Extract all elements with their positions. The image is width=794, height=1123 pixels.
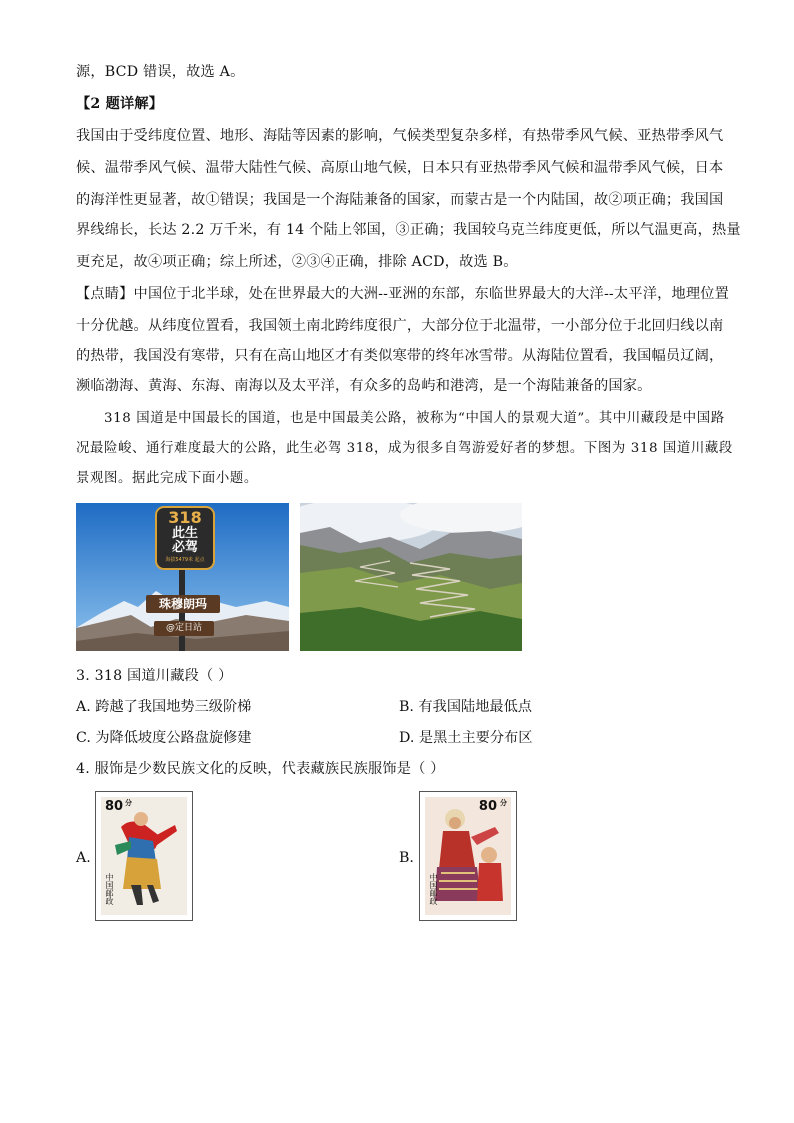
sign-slogan-top: 此生 (171, 526, 198, 541)
stamp-b-country: 中国邮政 (429, 873, 438, 905)
sign-small-text: 海拔5479米 起点 (165, 557, 205, 563)
stamp-b-unit: 分 (500, 799, 507, 807)
q3-option-a[interactable]: A. 跨越了我国地势三级阶梯 (76, 699, 252, 715)
text-line-7: 更充足，故④项正确；综上所述，②③④正确，排除 ACD，故选 B。 (76, 254, 518, 270)
winding-road-graphic (300, 503, 522, 651)
text-line-1: 源，BCD 错误，故选 A。 (76, 64, 245, 80)
passage-line-1: 318 国道是中国最长的国道，也是中国最美公路，被称为“中国人的景观大道”。其中川藏段是中国路 (104, 411, 725, 426)
sign-number: 318 (168, 508, 202, 527)
stamp-a[interactable] (95, 791, 193, 921)
q3-option-d[interactable]: D. 是黑土主要分布区 (399, 730, 533, 746)
photo-winding-road (300, 503, 522, 651)
text-line-4: 候、温带季风气候、温带大陆性气候、高原山地气候，日本只有亚热带季风气候和温带季风气候，日本 (76, 160, 724, 176)
passage-line-2: 况最险峻、通行难度最大的公路，此生必驾 318，成为很多自驾游爱好者的梦想。下图为 318 国道川藏段 (76, 441, 733, 456)
section-heading-q2: 【2 题详解】 (76, 96, 164, 112)
text-line-6: 界线绵长，长达 2.2 万千米，有 14 个陆上邻国，③正确；我国较乌克兰纬度更低，所以气温更高，热量 (76, 222, 741, 238)
stamp-a-country: 中国邮政 (105, 873, 114, 905)
q3-stem: 3. 318 国道川藏段（ ） (76, 668, 233, 684)
q4-option-a-label[interactable]: A. (76, 850, 91, 866)
tip-line-3: 的热带，我国没有寒带，只有在高山地区才有类似寒带的终年冰雪带。从海陆位置看，我国幅员辽阔， (76, 348, 724, 364)
q4-option-b-label[interactable]: B. (399, 850, 414, 866)
tip-line-4: 濒临渤海、黄海、东海、南海以及太平洋，有众多的岛屿和港湾，是一个海陆兼备的国家。 (76, 378, 652, 394)
stamp-b[interactable] (419, 791, 517, 921)
stamp-b-value: 80 (478, 799, 497, 814)
sign-board-text: 珠穆朗玛 (158, 597, 207, 611)
tip-line-2: 十分优越。从纬度位置看，我国领土南北跨纬度很广，大部分位于北温带，一小部分位于北回归线以南 (76, 318, 724, 334)
tip-line-1: 【点睛】中国位于北半球，处在世界最大的大洲--亚洲的东部，东临世界最大的大洋--太平洋，地理位置 (76, 286, 730, 302)
passage-line-3: 景观图。据此完成下面小题。 (76, 471, 258, 486)
q4-stem: 4. 服饰是少数民族文化的反映，代表藏族民族服饰是（ ） (76, 761, 445, 777)
q3-option-b[interactable]: B. 有我国陆地最低点 (399, 699, 532, 715)
text-line-3: 我国由于受纬度位置、地形、海陆等因素的影响，气候类型复杂多样，有热带季风气候、亚热带季风气 (76, 128, 724, 144)
stamp-a-value: 80 (105, 799, 124, 814)
photo-318-sign (76, 503, 289, 651)
sign-slogan-bottom: 必驾 (171, 540, 198, 555)
text-line-5: 的海洋性更显著，故①错误；我国是一个海陆兼备的国家，而蒙古是一个内陆国，故②项正确；我国国 (76, 192, 724, 208)
q3-option-c[interactable]: C. 为降低坡度公路盘旋修建 (76, 730, 252, 746)
stamp-a-unit: 分 (125, 799, 132, 807)
sign-station-text: @定日站 (165, 623, 202, 633)
